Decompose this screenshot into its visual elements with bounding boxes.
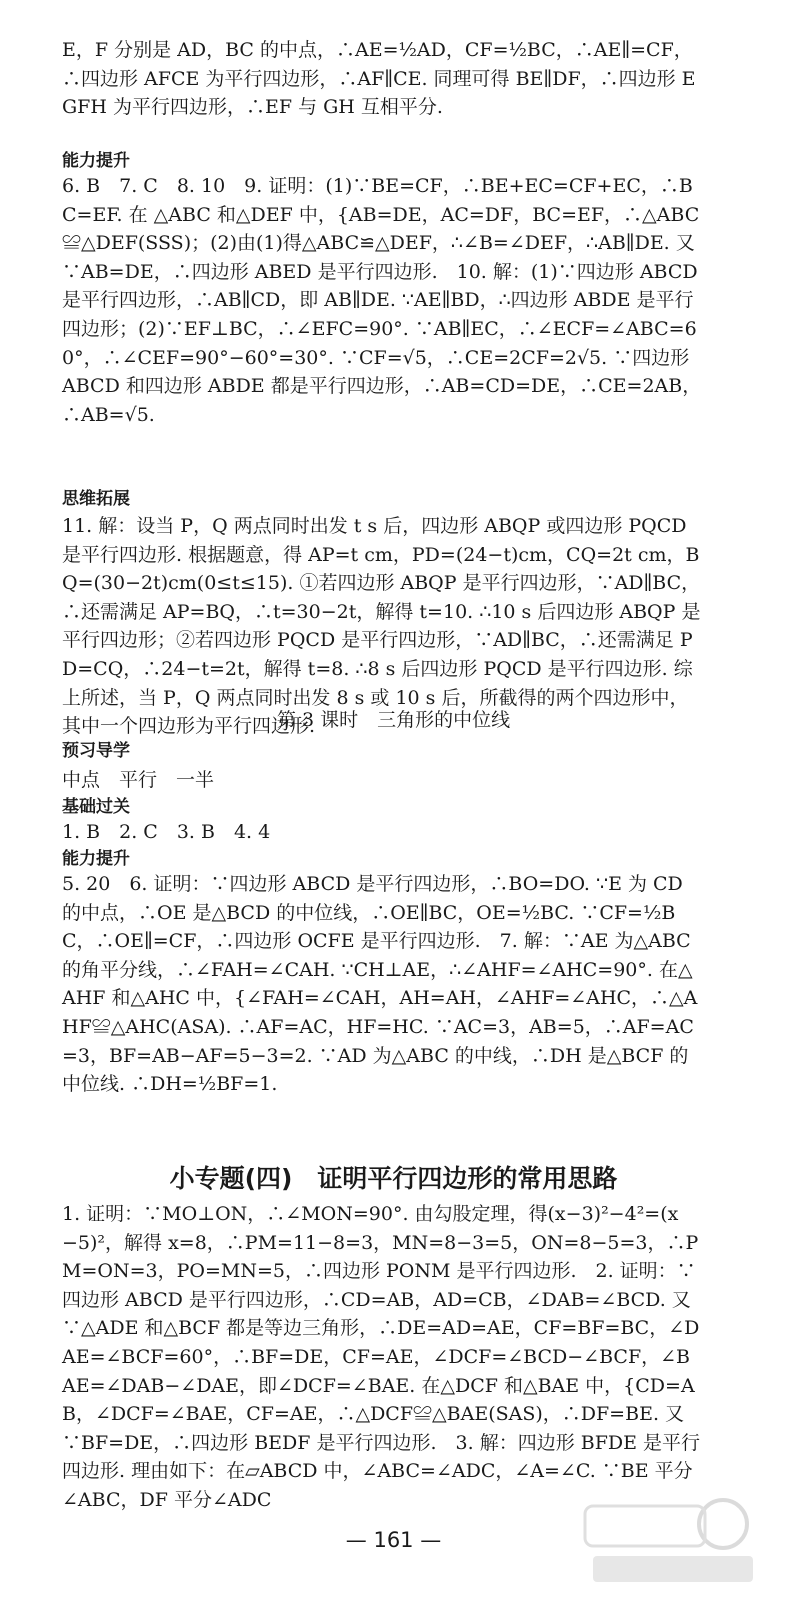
paragraph-7: 1. 证明：∵MO⊥ON，∴∠MON=90°. 由勾股定理，得(x−3)²−4²=(x−5)²，解得 x=8，∴PM=11−8=3，MN=8−3=5，ON=8−5=3，∴PM=ON=3，PO=MN=5，∴四边形 PONM 是平行四边形. 2. 证明：∵四边形 ABCD 是平行四边形，∴CD=AB，AD=CB，∠DAB=∠BCD. 又∵△ADE 和△BCF 都是等边三角形，∴DE=AD=AE，CF=BF=BC，∠DAE=∠BCF=60°，∴BF=DE，CF=AE，∠DCF=∠BCD−∠BCF，∠BAE=∠DAB−∠DAE，即∠DCF=∠BAE. 在△DCF 和△BAE 中，{CD=AB，∠DCF=∠BAE，CF=AE，∴△DCF≌△BAE(SAS)，∴DF=BE. 又∵BF=DE，∴四边形 BEDF 是平行四边形. 3. 解：四边形 BFDE 是平行四边形. 理由如下：在▱ABCD 中，∠ABC=∠ADC，∠A=∠C. ∵BE 平分∠ABC，DF 平分∠ADC <box>62 1203 701 1511</box>
paragraph-6: 5. 20 6. 证明：∵四边形 ABCD 是平行四边形，∴BO=DO. ∵E 为 CD 的中点，∴OE 是△BCD 的中位线，∴OE∥BC，OE=½BC. ∵CF=½BC，∴OE∥=CF，∴四边形 OCFE 是平行四边形. 7. 解：∵AE 为△ABC 的角平分线，∴∠FAH=∠CAH. ∵CH⊥AE，∴∠AHF=∠AHC=90°. 在△AHF 和△AHC 中，{∠FAH=∠CAH，AH=AH，∠AHF=∠AHC，∴△AHF≌△AHC(ASA). ∴AF=AC，HF=HC. ∵AC=3，AB=5，∴AF=AC=3，BF=AB−AF=5−3=2. ∵AD 为△ABC 的中线，∴DH 是△BCF 的中位线. ∴DH=½BF=1. <box>62 873 698 1096</box>
watermark-logo <box>573 1494 763 1590</box>
paragraph-2: 6. B 7. C 8. 10 9. 证明：(1)∵BE=CF，∴BE+EC=CF+EC，∴BC=EF. 在 △ABC 和△DEF 中，{AB=DE，AC=DF，BC=EF，∴△ABC≌△DEF(SSS)；(2)由(1)得△ABC≌△DEF，∴∠B=∠DEF，∴AB∥DE. 又∵AB=DE，∴四边形 ABED 是平行四边形. 10. 解：(1)∵四边形 ABCD 是平行四边形，∴AB∥CD，即 AB∥DE. ∵AE∥BD，∴四边形 ABDE 是平行四边形；(2)∵EF⊥BC，∴∠EFC=90°. ∵AB∥EC，∴∠ECF=∠ABC=60°，∴∠CEF=90°−60°=30°. ∵CF=√5，∴CE=2CF=2√5. ∵四边形 ABCD 和四边形 ABDE 都是平行四边形，∴AB=CD=DE，∴CE=2AB，∴AB=√5. <box>62 175 702 426</box>
heading-ability-2: 能力提升 <box>62 849 130 869</box>
heading-preview: 预习导学 <box>62 741 130 761</box>
paragraph-4: 中点 平行 一半 <box>62 769 215 791</box>
page-number: — 161 — <box>345 1528 442 1552</box>
heading-ability-1: 能力提升 <box>62 151 130 171</box>
heading-thinking: 思维拓展 <box>62 489 130 509</box>
heading-basics: 基础过关 <box>62 797 130 817</box>
paragraph-3: 11. 解：设当 P，Q 两点同时出发 t s 后，四边形 ABQP 或四边形 PQCD 是平行四边形. 根据题意，得 AP=t cm，PD=(24−t)cm，CQ=2t cm，BQ=(30−2t)cm(0≤t≤15). ①若四边形 ABQP 是平行四边形，∵AD∥BC，∴还需满足 AP=BQ，∴t=30−2t，解得 t=10. ∴10 s 后四边形 ABQP 是平行四边形；②若四边形 PQCD 是平行四边形，∵AD∥BC，∴还需满足 PD=CQ，∴24−t=2t，解得 t=8. ∴8 s 后四边形 PQCD 是平行四边形. 综上所述，当 P，Q 两点同时出发 8 s 或 10 s 后，所截得的两个四边形中，其中一个四边形为平行四边形. <box>62 515 701 738</box>
paragraph-1: E，F 分别是 AD，BC 的中点，∴AE=½AD，CF=½BC，∴AE∥=CF，∴四边形 AFCE 为平行四边形，∴AF∥CE. 同理可得 BE∥DF，∴四边形 EGFH 为平行四边形，∴EF 与 GH 互相平分. <box>62 39 696 119</box>
paragraph-5: 1. B 2. C 3. B 4. 4 <box>62 821 271 843</box>
lesson-title: 第 3 课时 三角形的中位线 <box>276 709 511 731</box>
topic-title: 小专题(四) 证明平行四边形的常用思路 <box>169 1164 618 1193</box>
